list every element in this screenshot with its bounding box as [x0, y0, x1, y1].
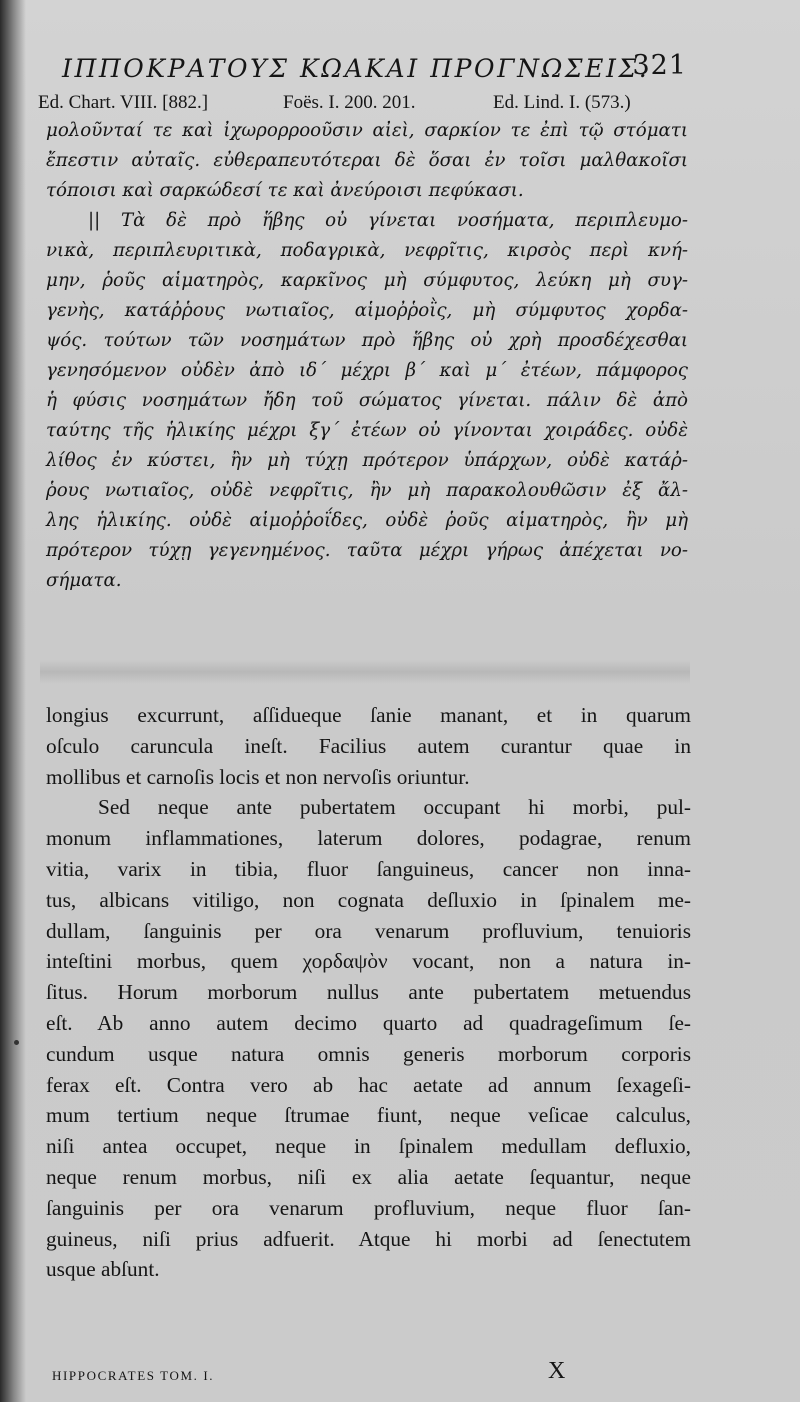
greek-line: νικὰ, περιπλευριτικὰ, ποδαγρικὰ, νεφρῖτις, κιρσὸς περὶ κνή-: [46, 240, 688, 261]
greek-line: σήματα.: [46, 570, 122, 591]
greek-line: ἔπεστιν αὐταῖς. εὐθεραπευτότεραι δὲ ὅσαι ἐν τοῖσι μαλθακοῖσι: [46, 150, 688, 171]
greek-line: γενὴς, κατάῤῥους νωτιαῖος, αἱμοῤῥοῒς, μὴ σύμφυτος χορδα-: [46, 300, 688, 321]
latin-line: mollibus et carnoſis locis et non nervoſis oriuntur.: [46, 764, 470, 789]
latin-line: usque abſunt.: [46, 1257, 160, 1282]
latin-line: vitia, varix in tibia, fluor ſanguineus, cancer non inna-: [46, 856, 691, 881]
latin-line: ſanguinis per ora venarum profluvium, neque fluor ſan-: [46, 1195, 691, 1220]
latin-line: cundum usque natura omnis generis morborum corporis: [46, 1041, 691, 1066]
latin-line: guineus, niſi prius adfuerit. Atque hi morbi ad ſenectutem: [46, 1226, 691, 1251]
signature-mark: X: [548, 1358, 566, 1384]
greek-line: ψός. τούτων τῶν νοσημάτων πρὸ ἥβης οὐ χρὴ προσδέχεσθαι: [46, 330, 688, 351]
latin-line: Sed neque ante pubertatem occupant hi morbi, pul-: [98, 795, 691, 820]
latin-line: mum tertium neque ſtrumae fiunt, neque veſicae calculus,: [46, 1103, 691, 1128]
greek-line: πρότερον τύχῃ γεγενημένος. ταῦτα μέχρι γήρως ἀπέχεται νο-: [46, 540, 688, 561]
running-title: ΙΠΠΟΚΡΑΤΟΥΣ ΚΩΑΚΑΙ ΠΡΟΓΝΩΣΕΙΣ.: [62, 54, 650, 83]
greek-line: λης ἡλικίης. οὐδὲ αἱμοῤῥοΐδες, οὐδὲ ῥοῦς αἱματηρὸς, ἢν μὴ: [46, 510, 688, 531]
show-through-shadow: [40, 660, 690, 684]
linden-ref: Ed. Lind. I. (573.): [493, 92, 631, 113]
foesius-ref: Foës. I. 200. 201.: [283, 92, 416, 113]
latin-line: dullam, ſanguinis per ora venarum profluvium, tenuioris: [46, 918, 691, 943]
latin-line: tus, albicans vitiligo, non cognata deſluxio in ſpinalem me-: [46, 887, 691, 912]
greek-line: γενησόμενον οὐδὲν ἀπὸ ιδ΄ μέχρι β΄ καὶ μ΄ ἐτέων, πάμφορος: [46, 360, 688, 381]
latin-line: ferax eſt. Contra vero ab hac aetate ad annum ſexageſi-: [46, 1072, 691, 1097]
greek-line: ταύτης τῆς ἡλικίης μέχρι ξγ΄ ἐτέων οὐ γίνονται χοιράδες. οὐδὲ: [46, 420, 688, 441]
greek-line: λίθος ἐν κύστει, ἢν μὴ τύχῃ πρότερον ὑπάρχων, οὐδὲ κατάῤ-: [46, 450, 688, 471]
binding-shadow: [0, 0, 26, 1402]
greek-line: ῥους νωτιαῖος, οὐδὲ νεφρῖτις, ἢν μὴ παρακολουθῶσιν ἐξ ἄλ-: [46, 480, 688, 501]
page-number: 321: [632, 50, 687, 81]
greek-line: ἡ φύσις νοσημάτων ἤδη τοῦ σώματος γίνεται. πάλιν δὲ ἀπὸ: [46, 390, 688, 411]
signature-line: HIPPOCRATES TOM. I.: [52, 1368, 215, 1383]
greek-line: μην, ῥοῦς αἱματηρὸς, καρκῖνος μὴ σύμφυτος, λεύκη μὴ συγ-: [46, 270, 688, 291]
latin-line: niſi antea occupet, neque in ſpinalem medullam defluxio,: [46, 1134, 691, 1159]
ink-dot: [14, 1040, 19, 1045]
latin-line: eſt. Ab anno autem decimo quarto ad quadrageſimum ſe-: [46, 1010, 691, 1035]
running-head: [62, 46, 687, 90]
chartier-ref: Ed. Chart. VIII. [882.]: [38, 92, 209, 113]
greek-line: τόποισι καὶ σαρκώδεσί τε καὶ ἀνεύροισι πεφύκασι.: [46, 180, 524, 201]
latin-line: inteſtini morbus, quem χορδαψὸν vocant, non a natura in-: [46, 949, 691, 974]
latin-line: monum inflammationes, laterum dolores, podagrae, renum: [46, 826, 691, 851]
latin-line: neque renum morbus, niſi ex alia aetate ſequantur, neque: [46, 1164, 691, 1189]
latin-line: longius excurrunt, aſſidueque ſanie manant, et in quarum: [46, 703, 691, 727]
greek-line: || Τὰ δὲ πρὸ ἥβης οὐ γίνεται νοσήματα, περιπλευμο-: [88, 210, 688, 231]
latin-line: ſitus. Horum morborum nullus ante pubertatem metuendus: [46, 980, 691, 1005]
greek-line: μολοῦνταί τε καὶ ἰχωρορροοῦσιν αἰεὶ, σαρκίον τε ἐπὶ τῷ στόματι: [46, 120, 688, 141]
latin-line: oſculo caruncula ineſt. Facilius autem curantur quae in: [46, 733, 691, 758]
latin-text-block: [46, 700, 691, 1285]
greek-text-block: [46, 116, 688, 596]
